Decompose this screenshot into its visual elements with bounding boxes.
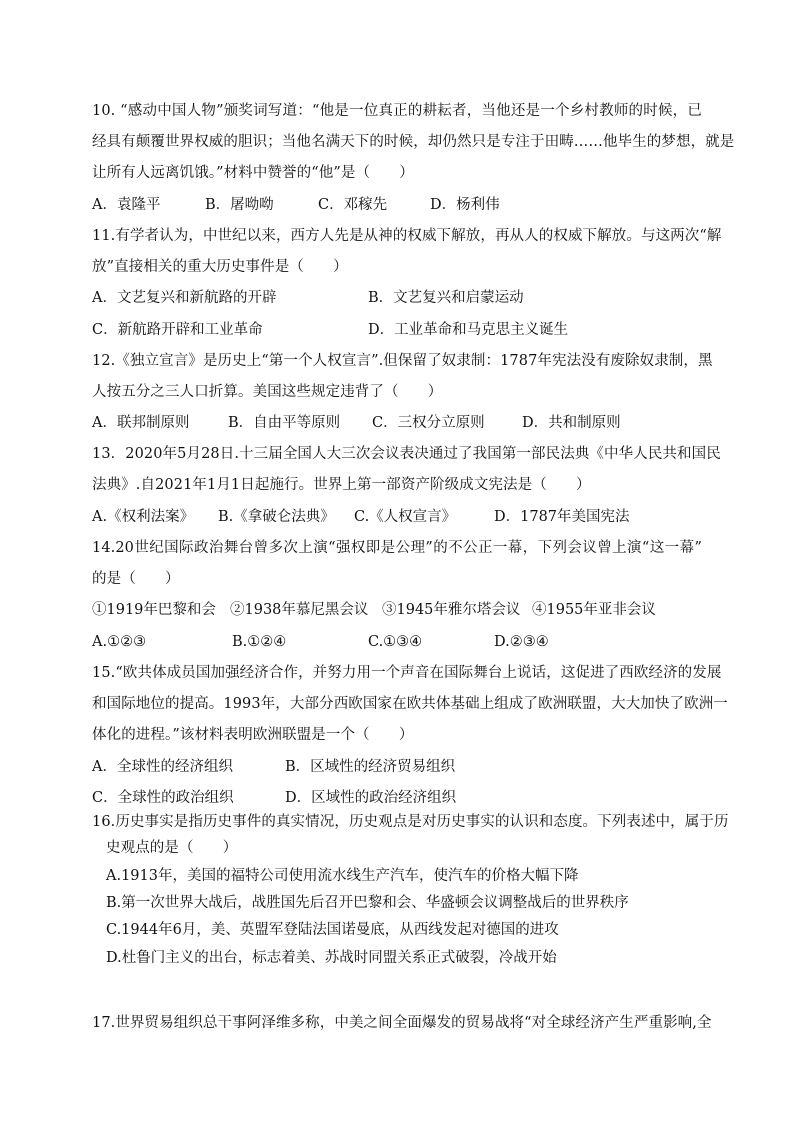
- q11-option-a: A．文艺复兴和新航路的开辟: [92, 290, 277, 306]
- q10-stem-line-1: 10. “感动中国人物”颁奖词写道：“他是一位真正的耕耘者，当他还是一个乡村教师的时候，已: [92, 103, 702, 119]
- q12-option-a: A．联邦制原则: [92, 415, 190, 431]
- q14-option-a: A.①②③: [92, 634, 147, 650]
- q16-stem-line-2: 史观点的是（ ）: [106, 840, 238, 856]
- q14-option-b: B.①②④: [232, 634, 287, 650]
- q10-option-c: C．邓稼先: [318, 197, 388, 213]
- q12-option-c: C．三权分立原则: [372, 415, 485, 431]
- q10-option-d: D．杨利伟: [430, 197, 500, 213]
- q10-option-a: A．袁隆平: [92, 197, 161, 213]
- q11-stem-line-2: 放”直接相关的重大历史事件是（ ）: [92, 259, 348, 275]
- q15-stem-line-1: 15.“欧共体成员国加强经济合作，并努力用一个声音在国际舞台上说话，这促进了西欧经济的发展: [92, 665, 722, 681]
- q13-option-d: D．1787年美国宪法: [494, 509, 630, 525]
- q14-option-d: D.②③④: [494, 634, 549, 650]
- q15-stem-line-2: 和国际地位的提高。1993年，大部分西欧国家在欧共体基础上组成了欧洲联盟，大大加快了欧洲一: [92, 696, 728, 712]
- q15-option-d: D．区域性的政治经济组织: [285, 790, 457, 806]
- q12-option-b: B．自由平等原则: [228, 415, 341, 431]
- q14-item-2: ②1938年慕尼黑会议: [230, 602, 369, 618]
- q12-stem-line-1: 12.《独立宣言》是历史上“第一个人权宣言”.但保留了奴隶制：1787年宪法没有废除奴隶制，黑: [92, 353, 713, 369]
- q11-option-d: D．工业革命和马克思主义诞生: [368, 322, 569, 338]
- q14-item-3: ③1945年雅尔塔会议: [382, 602, 521, 618]
- q14-stem-line-1: 14.20世纪国际政治舞台曾多次上演“强权即是公理”的不公正一幕，下列会议曾上演“这一幕”: [92, 540, 702, 556]
- q16-stem-line-1: 16.历史事实是指历史事件的真实情况，历史观点是对历史事实的认识和态度。下列表述中，属于历: [92, 814, 729, 830]
- q13-option-c: C.《人权宣言》: [354, 509, 457, 525]
- q14-item-4: ④1955年亚非会议: [532, 602, 656, 618]
- q15-option-a: A．全球性的经济组织: [92, 759, 233, 775]
- q13-option-b: B.《拿破仑法典》: [218, 509, 335, 525]
- q13-option-a: A.《权利法案》: [92, 509, 195, 525]
- q14-stem-line-2: 的是（ ）: [92, 571, 180, 587]
- q13-stem-line-1: 13．2020年5月28日.十三届全国人大三次会议表决通过了我国第一部民法典《中华人民共和国民: [92, 446, 721, 462]
- q10-stem-line-2: 经具有颠覆世界权威的胆识；当他名满天下的时候，却仍然只是专注于田畴……他毕生的梦想，就是: [92, 134, 735, 150]
- q16-option-c: C.1944年6月，美、英盟军登陆法国诺曼底，从西线发起对德国的进攻: [106, 922, 559, 938]
- q10-stem-line-3: 让所有人远离饥饿。”材料中赞誉的“他”是（ ）: [92, 165, 414, 181]
- q15-stem-line-3: 体化的进程。”该材料表明欧洲联盟是一个（ ）: [92, 727, 414, 743]
- q12-option-d: D．共和制原则: [522, 415, 621, 431]
- q14-item-1: ①1919年巴黎和会: [92, 602, 216, 618]
- q11-stem-line-1: 11.有学者认为，中世纪以来，西方人先是从神的权威下解放，再从人的权威下解放。与这两次“解: [92, 228, 722, 244]
- q16-option-d: D.杜鲁门主义的出台，标志着美、苏战时同盟关系正式破裂，冷战开始: [106, 950, 557, 966]
- q11-option-b: B．文艺复兴和启蒙运动: [368, 290, 524, 306]
- q14-option-c: C.①③④: [368, 634, 423, 650]
- q16-option-b: B.第一次世界大战后，战胜国先后召开巴黎和会、华盛顿会议调整战后的世界秩序: [106, 895, 629, 911]
- q12-stem-line-2: 人按五分之三人口折算。美国这些规定违背了（ ）: [92, 384, 443, 400]
- q13-stem-line-2: 法典》.自2021年1月1日起施行。世界上第一部资产阶级成文宪法是（ ）: [92, 477, 591, 493]
- q16-option-a: A.1913年，美国的福特公司使用流水线生产汽车，使汽车的价格大幅下降: [106, 868, 579, 884]
- q10-option-b: B．屠呦呦: [205, 197, 274, 213]
- q17-stem-line-1: 17.世界贸易组织总干事阿泽维多称，中美之间全面爆发的贸易战将“对全球经济产生严重影响,全: [92, 1015, 712, 1031]
- q15-option-c: C．全球性的政治组织: [92, 790, 234, 806]
- q11-option-c: C．新航路开辟和工业革命: [92, 322, 263, 338]
- q15-option-b: B．区域性的经济贸易组织: [285, 759, 456, 775]
